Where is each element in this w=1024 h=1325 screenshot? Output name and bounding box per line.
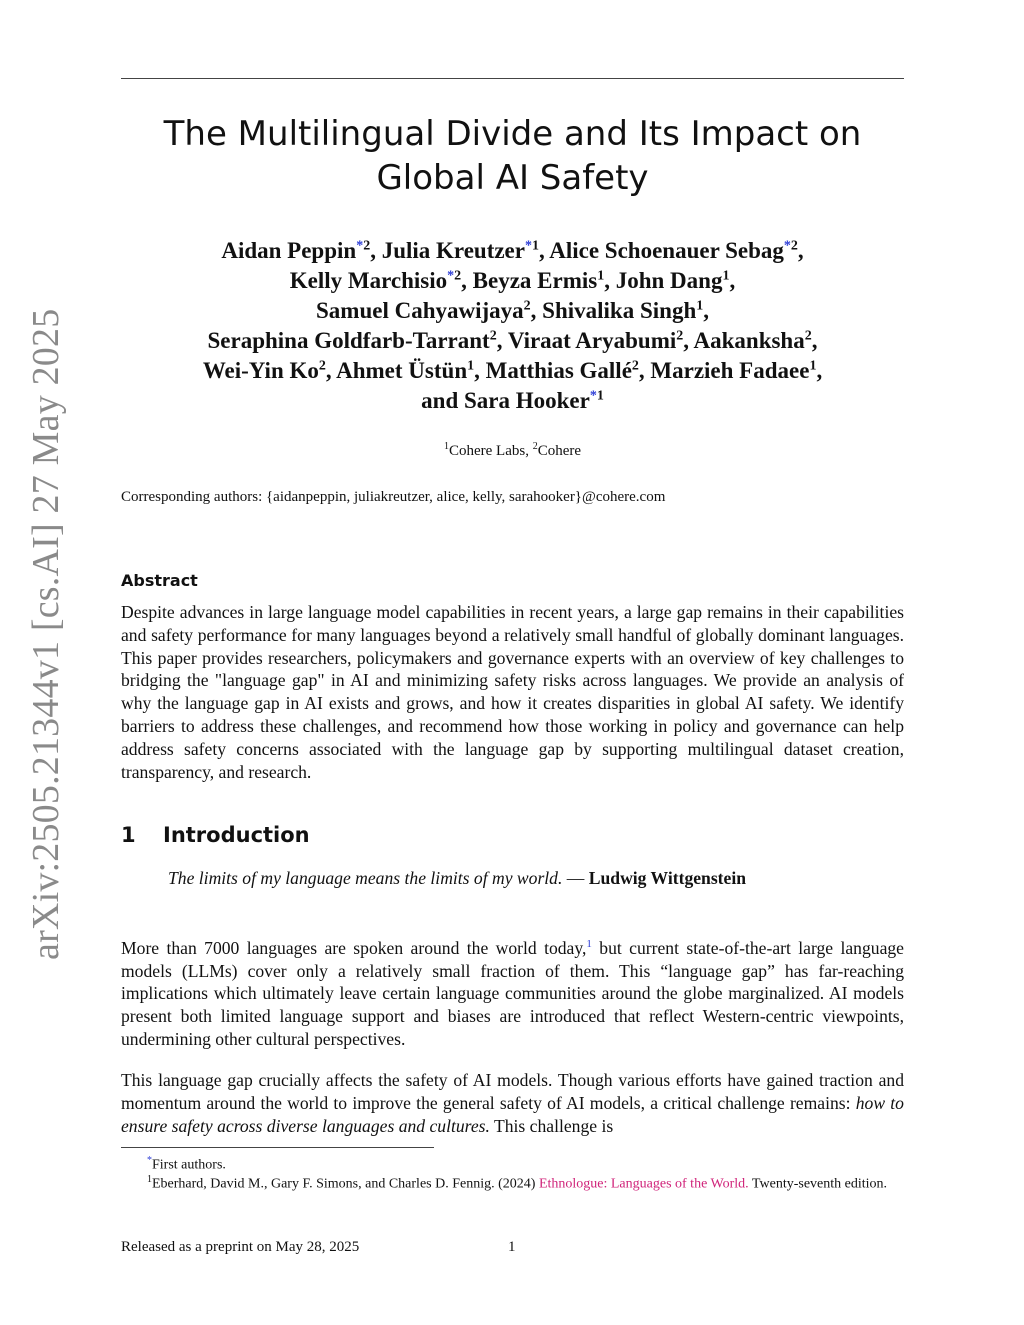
author-name: Alice Schoenauer Sebag: [549, 238, 784, 263]
epigraph-dash: —: [566, 868, 585, 888]
affiliation-mark: 2: [532, 441, 538, 452]
author-name: Seraphina Goldfarb-Tarrant: [207, 328, 490, 353]
affiliations: [121, 441, 904, 460]
affiliation-mark: 2: [363, 238, 371, 254]
author-line: Samuel Cahyawijaya$^2$, Shivalika Singh$^1$,: [316, 298, 709, 323]
title-line-1: The Multilingual Divide and Its Impact on: [163, 114, 862, 154]
author-name: John Dang: [615, 268, 723, 293]
author-name: Beyza Ermis: [472, 268, 598, 293]
paragraph-text: More than 7000 languages are spoken around the world today,: [121, 937, 587, 958]
affiliation-mark: 1: [696, 298, 704, 314]
affiliation-mark: 1: [809, 358, 817, 374]
abstract-heading: Abstract: [121, 571, 198, 590]
author-name: and Sara Hooker: [421, 388, 590, 413]
section-title: Introduction: [163, 823, 310, 847]
paragraph-text: but current state-of-the-art large language models (LLMs) cover only a relatively small fraction of them. This “language gap” has far-reaching implications which ultimately leave certain language communities around the globe marginalized. AI models present both limited language support and biases are introduced that reflect Western-centric viewpoints, undermining other cultural perspectives.: [121, 937, 904, 1050]
affiliation-name: Cohere Labs,: [448, 443, 529, 459]
affiliation-mark: 2: [804, 328, 812, 344]
affiliation-mark: 2: [454, 268, 462, 284]
author-name: Matthias Gallé: [485, 358, 632, 383]
footnote-link[interactable]: 1: [586, 938, 592, 950]
title-line-2: Global AI Safety: [376, 158, 649, 198]
paragraph-text: This language gap crucially affects the safety of AI models. Though various efforts have gained traction and momentum around the world to improve the general safety of AI models, a critical challenge remains:: [121, 1070, 904, 1113]
author-name: Aakanksha: [693, 328, 805, 353]
author-line: [121, 386, 904, 416]
paper-title: [121, 112, 904, 200]
affiliation-mark: 1: [443, 441, 449, 452]
affiliation-name: Cohere: [537, 443, 582, 459]
top-rule: [121, 78, 904, 79]
affiliation-mark: 1: [722, 268, 730, 284]
page-number: 1: [508, 1239, 516, 1255]
paragraph-text: This challenge is: [489, 1115, 614, 1136]
intro-paragraph-1: [121, 933, 904, 1051]
author-line: Wei-Yin Ko$^2$, Ahmet Üstün$^1$, Matthias Gallé$^2$, Marzieh Fadaee$^1$,: [202, 358, 823, 383]
author-name: Shivalika Singh: [542, 298, 697, 323]
author-name: Kelly Marchisio: [289, 268, 448, 293]
affiliation-mark: 2: [318, 358, 326, 374]
author-list: [121, 236, 904, 416]
affiliation-mark: 1: [531, 238, 539, 254]
author-name: Samuel Cahyawijaya: [316, 298, 524, 323]
intro-paragraph-2: [121, 1069, 904, 1137]
footnote-text: Twenty-seventh edition.: [748, 1176, 888, 1192]
paragraph-emphasis: how to ensure safety across diverse languages and cultures.: [121, 1092, 904, 1136]
first-author-mark[interactable]: *: [524, 238, 532, 254]
author-name: Viraat Aryabumi: [507, 328, 677, 353]
epigraph-quote: The limits of my language means the limits of my world.: [168, 868, 563, 888]
first-author-mark[interactable]: *: [589, 388, 597, 404]
footnote-text: Eberhard, David M., Gary F. Simons, and Charles D. Fennig. (2024): [152, 1176, 539, 1192]
affiliation-mark: 1: [596, 388, 604, 404]
affiliation-mark: 2: [489, 328, 497, 344]
affiliation-mark: 2: [523, 298, 531, 314]
affiliation-mark: 1: [597, 268, 605, 284]
footnote-mark: 1: [147, 1174, 152, 1185]
footnote-1: [121, 1170, 904, 1194]
footnote-mark: *: [147, 1155, 152, 1166]
footnote-text: First authors.: [152, 1157, 226, 1173]
epigraph: [168, 868, 746, 889]
author-name: Aidan Peppin: [221, 238, 357, 263]
author-name: Ahmet Üstün: [336, 358, 468, 383]
epigraph-author: Ludwig Wittgenstein: [588, 868, 747, 888]
abstract-text: Despite advances in large language model capabilities in recent years, a large gap remains in their capabilities and safety performance for many languages beyond a relatively small handful of globally dominant languages. This paper provides researchers, policymakers and governance experts with an overview of key challenges to bridging the "language gap" in AI and minimizing safety risks across languages. We provide an analysis of why the language gap in AI exists and grows, and how it creates disparities in global AI safety. We identify barriers to address these challenges, and recommend how those working in policy and governance can help address safety concerns associated with the language gap by supporting multilingual dataset creation, transparency, and research.: [121, 602, 904, 782]
affiliation-mark: 2: [631, 358, 639, 374]
first-author-mark[interactable]: *: [447, 268, 455, 284]
affiliation-mark: 2: [676, 328, 684, 344]
arxiv-stamp: arXiv:2505.21344v1 [cs.AI] 27 May 2025: [25, 308, 67, 960]
author-name: Marzieh Fadaee: [650, 358, 810, 383]
author-line: Kelly Marchisio$^{*2}$, Beyza Ermis$^1$, John Dang$^1$,: [289, 268, 736, 293]
author-line: Seraphina Goldfarb-Tarrant$^2$, Viraat Aryabumi$^2$, Aakanksha$^2$,: [207, 328, 818, 353]
section-number: 1: [121, 823, 136, 847]
first-author-mark[interactable]: *: [356, 238, 364, 254]
footnote-rule: [121, 1147, 434, 1148]
affiliation-mark: 1: [467, 358, 475, 374]
author-name: Wei-Yin Ko: [202, 358, 319, 383]
author-line: Aidan Peppin$^{*2}$, Julia Kreutzer$^{*1}$, Alice Schoenauer Sebag$^{*2}$,: [221, 238, 804, 263]
affiliation-mark: 2: [790, 238, 798, 254]
author-name: Julia Kreutzer: [381, 238, 525, 263]
footer-release: Released as a preprint on May 28, 2025: [121, 1239, 360, 1255]
first-author-mark[interactable]: *: [783, 238, 791, 254]
ethnologue-link[interactable]: Ethnologue: Languages of the World.: [538, 1176, 749, 1192]
corresponding-authors: Corresponding authors: {aidanpeppin, juliakreutzer, alice, kelly, sarahooker}@cohere.com: [121, 489, 666, 505]
